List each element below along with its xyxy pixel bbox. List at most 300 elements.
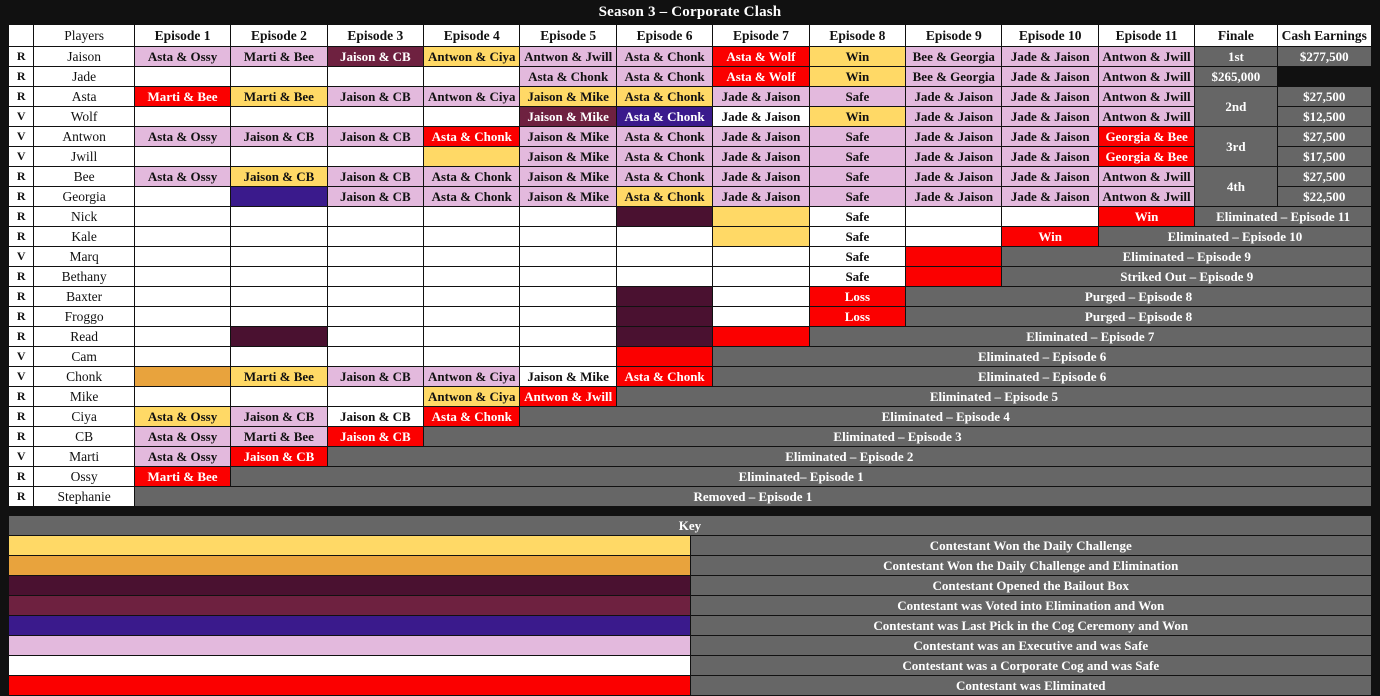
- episode-cell: Marti & Bee: [231, 367, 327, 387]
- episode-cell: [424, 67, 520, 87]
- table-row: [9, 427, 1372, 447]
- player-name: CB: [34, 427, 134, 447]
- legend-label: Contestant Won the Daily Challenge and Elimination: [690, 556, 1372, 576]
- episode-cell: [906, 227, 1002, 247]
- table-row: [9, 307, 1372, 327]
- episode-cell: Jaison & Mike: [520, 127, 616, 147]
- episode-cell: [134, 67, 230, 87]
- episode-cell: [616, 227, 712, 247]
- episode-cell: Antwon & Jwill: [1098, 67, 1194, 87]
- episode-cell: Loss: [809, 287, 905, 307]
- column-header: Episode 6: [616, 25, 712, 47]
- episode-cell: Win: [809, 47, 905, 67]
- episode-cell: Jaison & Mike: [520, 187, 616, 207]
- episode-cell: Jade & Jaison: [1002, 47, 1098, 67]
- episode-cell: [906, 207, 1002, 227]
- legend-row: [9, 556, 1372, 576]
- legend-row: [9, 636, 1372, 656]
- episode-cell: [327, 347, 423, 367]
- episode-cell: Jaison & Mike: [520, 367, 616, 387]
- episode-cell: [134, 147, 230, 167]
- episode-cell: Asta & Chonk: [616, 107, 712, 127]
- legend-swatch: [9, 576, 691, 596]
- episode-cell: Asta & Ossy: [134, 167, 230, 187]
- episode-cell: Asta & Chonk: [424, 407, 520, 427]
- table-row: [9, 127, 1372, 147]
- role-badge: R: [9, 67, 34, 87]
- episode-cell: [231, 267, 327, 287]
- episode-cell: [327, 287, 423, 307]
- table-header-row: [9, 25, 1372, 47]
- episode-cell: Safe: [809, 147, 905, 167]
- legend-label: Contestant was Eliminated: [690, 676, 1372, 696]
- column-header: Episode 7: [713, 25, 809, 47]
- episode-cell: [424, 247, 520, 267]
- episode-cell: [616, 307, 712, 327]
- legend-row: [9, 596, 1372, 616]
- episode-cell: [134, 347, 230, 367]
- episode-cell: [327, 387, 423, 407]
- episode-cell: [616, 327, 712, 347]
- elimination-status: Purged – Episode 8: [906, 287, 1372, 307]
- role-badge: R: [9, 387, 34, 407]
- legend-label: Contestant was a Corporate Cog and was Safe: [690, 656, 1372, 676]
- table-row: [9, 207, 1372, 227]
- episode-cell: Antwon & Jwill: [1098, 47, 1194, 67]
- episode-cell: Asta & Chonk: [616, 127, 712, 147]
- player-name: Georgia: [34, 187, 134, 207]
- episode-cell: Jade & Jaison: [1002, 107, 1098, 127]
- elimination-status: Eliminated – Episode 3: [424, 427, 1372, 447]
- episode-cell: Asta & Wolf: [713, 47, 809, 67]
- cash-earnings: $27,500: [1277, 127, 1372, 147]
- episode-cell: [713, 287, 809, 307]
- episode-cell: Jaison & Mike: [520, 87, 616, 107]
- episode-cell: [713, 227, 809, 247]
- elimination-status: Eliminated– Episode 1: [231, 467, 1372, 487]
- episode-cell: Antwon & Ciya: [424, 367, 520, 387]
- player-name: Froggo: [34, 307, 134, 327]
- role-badge: V: [9, 447, 34, 467]
- role-badge: R: [9, 47, 34, 67]
- episode-cell: [327, 267, 423, 287]
- role-badge: R: [9, 207, 34, 227]
- role-badge: V: [9, 127, 34, 147]
- table-row: [9, 487, 1372, 507]
- cash-earnings: $17,500: [1277, 147, 1372, 167]
- episode-cell: [424, 327, 520, 347]
- elimination-status: Eliminated – Episode 5: [616, 387, 1371, 407]
- episode-cell: Asta & Chonk: [424, 127, 520, 147]
- episode-cell: [616, 207, 712, 227]
- episode-cell: [520, 207, 616, 227]
- player-name: Nick: [34, 207, 134, 227]
- elimination-status: Striked Out – Episode 9: [1002, 267, 1372, 287]
- episode-cell: Jade & Jaison: [906, 127, 1002, 147]
- episode-cell: [327, 67, 423, 87]
- episode-cell: Jaison & CB: [327, 407, 423, 427]
- elimination-status: Purged – Episode 8: [906, 307, 1372, 327]
- episode-cell: Safe: [809, 127, 905, 147]
- legend-label: Contestant was Last Pick in the Cog Ceremony and Won: [690, 616, 1372, 636]
- episode-cell: [713, 327, 809, 347]
- episode-cell: [520, 347, 616, 367]
- legend-swatch: [9, 536, 691, 556]
- episode-cell: Jaison & Mike: [520, 107, 616, 127]
- episode-cell: Jaison & CB: [327, 47, 423, 67]
- role-badge: V: [9, 147, 34, 167]
- episode-cell: [424, 147, 520, 167]
- episode-cell: [616, 347, 712, 367]
- episode-cell: Antwon & Jwill: [520, 387, 616, 407]
- episode-cell: [424, 287, 520, 307]
- episode-cell: Jade & Jaison: [906, 87, 1002, 107]
- episode-cell: [231, 107, 327, 127]
- finale-placement: 1st: [1195, 47, 1277, 67]
- episode-cell: Jaison & CB: [231, 167, 327, 187]
- legend-row: [9, 656, 1372, 676]
- episode-cell: Jade & Jaison: [1002, 127, 1098, 147]
- episode-cell: [134, 107, 230, 127]
- player-name: Bethany: [34, 267, 134, 287]
- episode-cell: Jaison & CB: [327, 127, 423, 147]
- episode-cell: Jade & Jaison: [713, 87, 809, 107]
- episode-cell: [231, 147, 327, 167]
- player-name: Mike: [34, 387, 134, 407]
- legend-label: Contestant was an Executive and was Safe: [690, 636, 1372, 656]
- episode-cell: Asta & Chonk: [424, 187, 520, 207]
- column-header: Episode 10: [1002, 25, 1098, 47]
- role-badge: R: [9, 407, 34, 427]
- player-name: Jwill: [34, 147, 134, 167]
- episode-cell: [906, 267, 1002, 287]
- episode-cell: Marti & Bee: [134, 467, 230, 487]
- episode-cell: [327, 107, 423, 127]
- table-row: [9, 407, 1372, 427]
- role-badge: R: [9, 227, 34, 247]
- episode-cell: [231, 347, 327, 367]
- episode-cell: Asta & Ossy: [134, 127, 230, 147]
- episode-cell: [134, 227, 230, 247]
- episode-cell: Asta & Ossy: [134, 47, 230, 67]
- role-badge: V: [9, 107, 34, 127]
- episode-cell: [134, 287, 230, 307]
- episode-cell: [424, 307, 520, 327]
- episode-cell: Win: [809, 67, 905, 87]
- episode-cell: [231, 227, 327, 247]
- table-row: [9, 387, 1372, 407]
- episode-cell: [906, 247, 1002, 267]
- legend-table: [8, 515, 1372, 696]
- episode-cell: Jaison & CB: [327, 427, 423, 447]
- episode-cell: Antwon & Jwill: [1098, 87, 1194, 107]
- episode-cell: Jade & Jaison: [1002, 67, 1098, 87]
- episode-cell: Bee & Georgia: [906, 47, 1002, 67]
- episode-cell: [327, 307, 423, 327]
- episode-cell: Safe: [809, 207, 905, 227]
- episode-cell: [713, 307, 809, 327]
- column-header: Episode 9: [906, 25, 1002, 47]
- episode-cell: [134, 327, 230, 347]
- table-row: [9, 367, 1372, 387]
- episode-cell: Jade & Jaison: [906, 167, 1002, 187]
- episode-cell: Antwon & Jwill: [1098, 187, 1194, 207]
- episode-cell: Jaison & CB: [231, 447, 327, 467]
- elimination-status: Eliminated – Episode 10: [1098, 227, 1371, 247]
- table-row: [9, 247, 1372, 267]
- episode-cell: [327, 227, 423, 247]
- episode-cell: Marti & Bee: [134, 87, 230, 107]
- table-row: [9, 87, 1372, 107]
- episode-cell: [520, 267, 616, 287]
- episode-cell: [424, 207, 520, 227]
- episode-cell: Asta & Chonk: [616, 147, 712, 167]
- episode-cell: Asta & Ossy: [134, 447, 230, 467]
- episode-cell: Safe: [809, 87, 905, 107]
- episode-cell: [616, 247, 712, 267]
- elimination-status: Eliminated – Episode 11: [1195, 207, 1372, 227]
- elimination-status: Eliminated – Episode 6: [713, 347, 1372, 367]
- column-header: Finale: [1195, 25, 1277, 47]
- episode-cell: [134, 387, 230, 407]
- player-name: Chonk: [34, 367, 134, 387]
- episode-cell: Jaison & Mike: [520, 167, 616, 187]
- episode-cell: Asta & Chonk: [616, 367, 712, 387]
- table-row: [9, 147, 1372, 167]
- episode-cell: Jade & Jaison: [906, 187, 1002, 207]
- episode-cell: [520, 327, 616, 347]
- episode-cell: Jaison & CB: [327, 187, 423, 207]
- cash-earnings: $265,000: [1195, 67, 1277, 87]
- results-table: [8, 24, 1372, 507]
- legend-label: Contestant Won the Daily Challenge: [690, 536, 1372, 556]
- player-name: Kale: [34, 227, 134, 247]
- column-header: Episode 1: [134, 25, 230, 47]
- player-name: Read: [34, 327, 134, 347]
- legend-row: [9, 676, 1372, 696]
- episode-cell: Jade & Jaison: [713, 127, 809, 147]
- episode-cell: Jade & Jaison: [713, 147, 809, 167]
- episode-cell: [327, 327, 423, 347]
- legend-header-row: [9, 516, 1372, 536]
- episode-cell: Georgia & Bee: [1098, 147, 1194, 167]
- legend-row: [9, 576, 1372, 596]
- cash-earnings: $27,500: [1277, 167, 1372, 187]
- episode-cell: Jaison & CB: [327, 167, 423, 187]
- legend-swatch: [9, 616, 691, 636]
- episode-cell: Jade & Jaison: [1002, 167, 1098, 187]
- episode-cell: Antwon & Ciya: [424, 87, 520, 107]
- episode-cell: Asta & Chonk: [616, 87, 712, 107]
- episode-cell: Jade & Jaison: [906, 147, 1002, 167]
- episode-cell: Jaison & CB: [327, 87, 423, 107]
- episode-cell: Jade & Jaison: [713, 107, 809, 127]
- episode-cell: Win: [1002, 227, 1098, 247]
- player-name: Asta: [34, 87, 134, 107]
- episode-cell: [616, 267, 712, 287]
- episode-cell: Jade & Jaison: [1002, 147, 1098, 167]
- episode-cell: [327, 207, 423, 227]
- role-badge: V: [9, 367, 34, 387]
- role-badge: R: [9, 167, 34, 187]
- cash-earnings: $277,500: [1277, 47, 1372, 67]
- finale-placement: 2nd: [1195, 87, 1277, 127]
- episode-cell: [327, 247, 423, 267]
- episode-cell: Antwon & Jwill: [1098, 107, 1194, 127]
- column-header: Episode 4: [424, 25, 520, 47]
- player-name: Marq: [34, 247, 134, 267]
- episode-cell: [520, 247, 616, 267]
- role-badge: R: [9, 187, 34, 207]
- episode-cell: [424, 107, 520, 127]
- table-row: [9, 327, 1372, 347]
- player-name: Cam: [34, 347, 134, 367]
- legend-label: Contestant was Voted into Elimination and Won: [690, 596, 1372, 616]
- elimination-status: Eliminated – Episode 4: [520, 407, 1372, 427]
- episode-cell: Asta & Ossy: [134, 407, 230, 427]
- episode-cell: Jaison & CB: [231, 407, 327, 427]
- player-name: Marti: [34, 447, 134, 467]
- episode-cell: Marti & Bee: [231, 427, 327, 447]
- episode-cell: Safe: [809, 227, 905, 247]
- legend-title: Key: [9, 516, 1372, 536]
- episode-cell: [231, 387, 327, 407]
- column-header: Episode 3: [327, 25, 423, 47]
- column-header: Episode 8: [809, 25, 905, 47]
- table-row: [9, 47, 1372, 67]
- role-badge: R: [9, 467, 34, 487]
- elimination-status: Eliminated – Episode 9: [1002, 247, 1372, 267]
- episode-cell: Jade & Jaison: [713, 187, 809, 207]
- table-row: [9, 67, 1372, 87]
- cash-earnings: $22,500: [1277, 187, 1372, 207]
- table-row: [9, 187, 1372, 207]
- page-title: Season 3 – Corporate Clash: [598, 4, 782, 20]
- legend-swatch: [9, 676, 691, 696]
- legend-swatch: [9, 556, 691, 576]
- role-badge: R: [9, 327, 34, 347]
- table-row: [9, 347, 1372, 367]
- episode-cell: [231, 207, 327, 227]
- episode-cell: [231, 287, 327, 307]
- player-name: Ciya: [34, 407, 134, 427]
- episode-cell: Antwon & Jwill: [1098, 167, 1194, 187]
- episode-cell: [713, 207, 809, 227]
- episode-cell: [231, 307, 327, 327]
- episode-cell: [134, 247, 230, 267]
- column-header: Players: [34, 25, 134, 47]
- episode-cell: [713, 267, 809, 287]
- episode-cell: [231, 187, 327, 207]
- legend-swatch: [9, 636, 691, 656]
- episode-cell: Bee & Georgia: [906, 67, 1002, 87]
- episode-cell: [616, 287, 712, 307]
- episode-cell: [713, 247, 809, 267]
- table-row: [9, 227, 1372, 247]
- player-name: Antwon: [34, 127, 134, 147]
- episode-cell: Asta & Chonk: [520, 67, 616, 87]
- episode-cell: Jade & Jaison: [1002, 87, 1098, 107]
- episode-cell: [231, 67, 327, 87]
- table-row: [9, 467, 1372, 487]
- episode-cell: Asta & Chonk: [616, 187, 712, 207]
- elimination-status: Eliminated – Episode 7: [809, 327, 1371, 347]
- episode-cell: Jaison & CB: [231, 127, 327, 147]
- episode-cell: [134, 367, 230, 387]
- elimination-status: Removed – Episode 1: [134, 487, 1371, 507]
- episode-cell: [231, 327, 327, 347]
- player-name: Jaison: [34, 47, 134, 67]
- episode-cell: [424, 347, 520, 367]
- player-name: Bee: [34, 167, 134, 187]
- episode-cell: [1002, 207, 1098, 227]
- elimination-status: Eliminated – Episode 6: [713, 367, 1372, 387]
- episode-cell: Antwon & Jwill: [520, 47, 616, 67]
- episode-cell: Win: [809, 107, 905, 127]
- column-header: Episode 11: [1098, 25, 1194, 47]
- column-header: Episode 5: [520, 25, 616, 47]
- role-badge: R: [9, 427, 34, 447]
- column-header: Cash Earnings: [1277, 25, 1372, 47]
- player-name: Wolf: [34, 107, 134, 127]
- episode-cell: [134, 267, 230, 287]
- episode-cell: Asta & Ossy: [134, 427, 230, 447]
- role-badge: R: [9, 267, 34, 287]
- episode-cell: Jaison & Mike: [520, 147, 616, 167]
- episode-cell: Jade & Jaison: [1002, 187, 1098, 207]
- episode-cell: [327, 147, 423, 167]
- episode-cell: Marti & Bee: [231, 47, 327, 67]
- player-name: Jade: [34, 67, 134, 87]
- legend-swatch: [9, 656, 691, 676]
- elimination-status: Eliminated – Episode 2: [327, 447, 1371, 467]
- episode-cell: [520, 227, 616, 247]
- legend-row: [9, 536, 1372, 556]
- role-badge: R: [9, 87, 34, 107]
- episode-cell: Win: [1098, 207, 1194, 227]
- episode-cell: Jade & Jaison: [713, 167, 809, 187]
- column-header: Episode 2: [231, 25, 327, 47]
- column-header: [9, 25, 34, 47]
- episode-cell: Antwon & Ciya: [424, 387, 520, 407]
- episode-cell: Jade & Jaison: [906, 107, 1002, 127]
- episode-cell: [424, 267, 520, 287]
- episode-cell: [520, 287, 616, 307]
- legend-swatch: [9, 596, 691, 616]
- role-badge: V: [9, 247, 34, 267]
- episode-cell: Safe: [809, 167, 905, 187]
- episode-cell: Safe: [809, 247, 905, 267]
- cash-earnings: $12,500: [1277, 107, 1372, 127]
- episode-cell: Marti & Bee: [231, 87, 327, 107]
- table-row: [9, 107, 1372, 127]
- episode-cell: Asta & Chonk: [616, 67, 712, 87]
- player-name: Ossy: [34, 467, 134, 487]
- episode-cell: Loss: [809, 307, 905, 327]
- table-row: [9, 447, 1372, 467]
- episode-cell: Asta & Chonk: [616, 167, 712, 187]
- role-badge: R: [9, 307, 34, 327]
- table-row: [9, 267, 1372, 287]
- episode-cell: [520, 307, 616, 327]
- role-badge: R: [9, 487, 34, 507]
- episode-cell: Safe: [809, 187, 905, 207]
- episode-cell: [424, 227, 520, 247]
- legend-row: [9, 616, 1372, 636]
- cash-earnings: $27,500: [1277, 87, 1372, 107]
- episode-cell: Asta & Chonk: [424, 167, 520, 187]
- role-badge: V: [9, 347, 34, 367]
